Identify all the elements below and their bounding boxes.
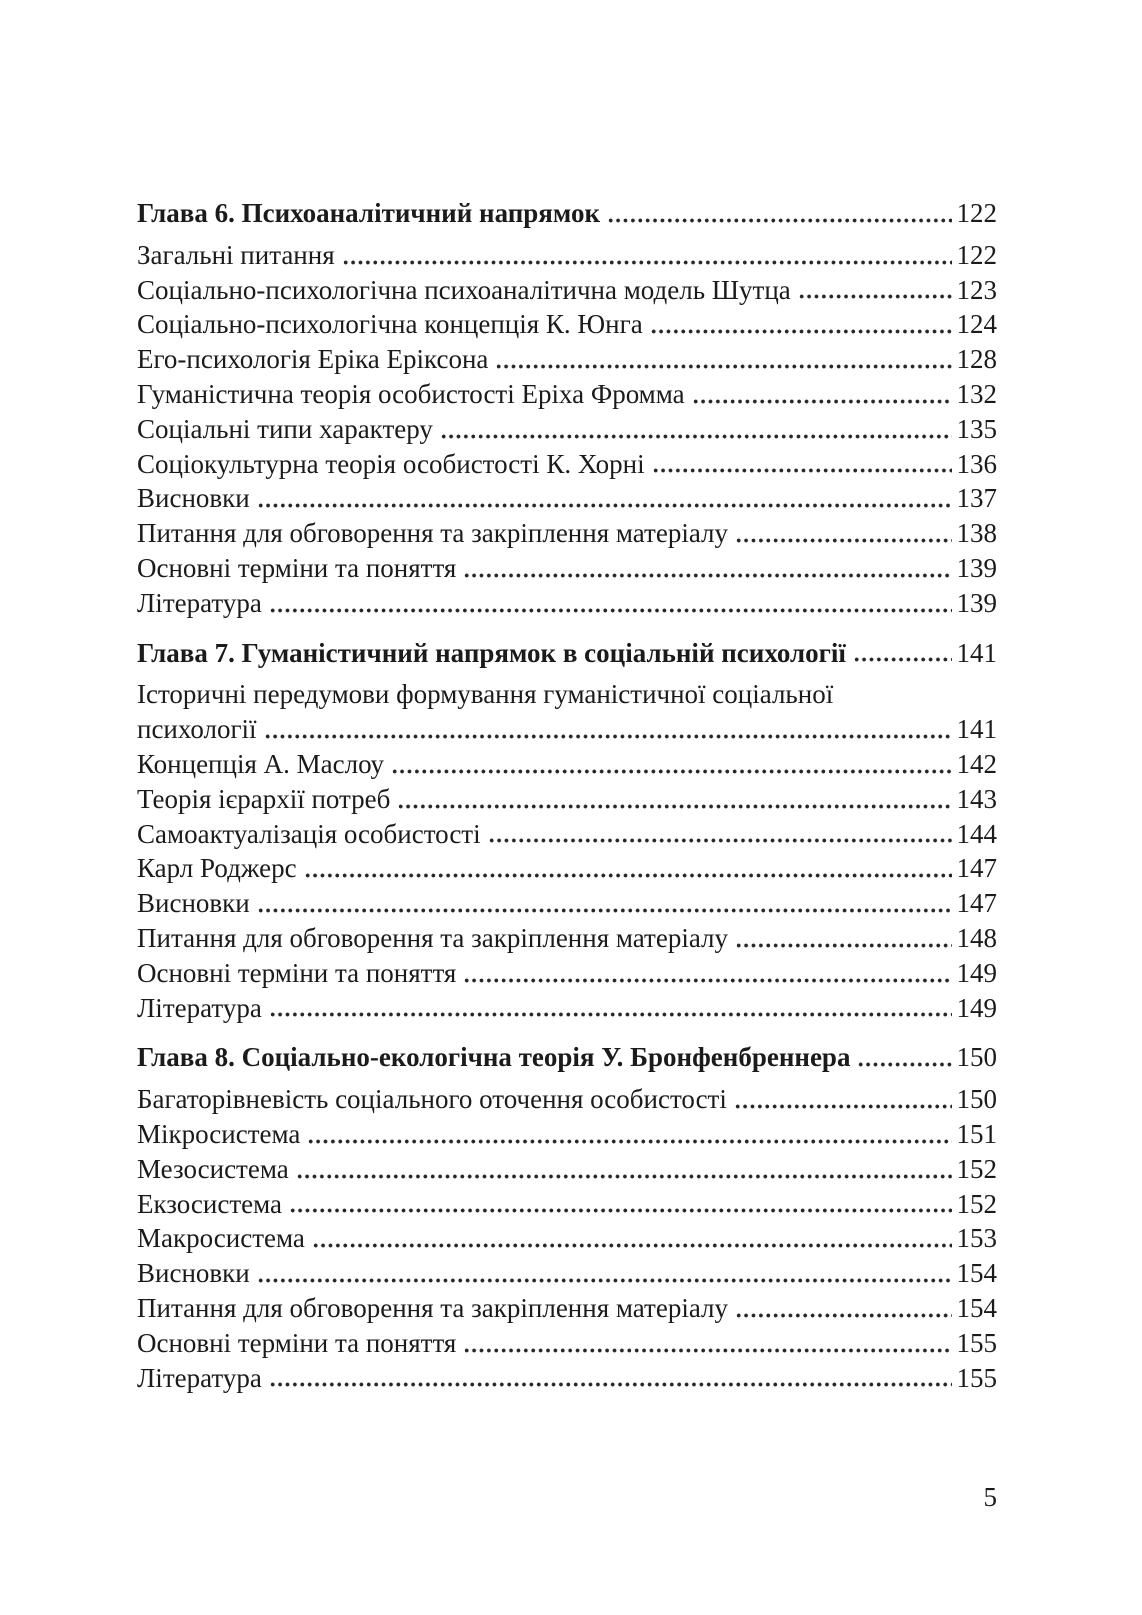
toc-page-number: 138: [956, 518, 997, 549]
toc-entry: [137, 991, 997, 1026]
dot-leader: [312, 1221, 952, 1256]
toc-entry: [137, 481, 997, 516]
toc-entry: [137, 586, 997, 621]
toc-entry: [137, 1221, 997, 1256]
toc-entry: [137, 1291, 997, 1326]
page-footer-number: 5: [983, 1482, 997, 1513]
toc-entry: [137, 1117, 997, 1152]
toc-entry-label: Загальні питання: [137, 239, 335, 270]
toc-page-number: 136: [956, 448, 997, 479]
toc-page-number: 144: [956, 818, 997, 849]
toc-entry-label: Соціальні типи характеру: [137, 413, 433, 444]
dot-leader: [853, 636, 952, 671]
toc-section-heading: [137, 196, 997, 231]
toc-entry-label: Соціально-психологічна психоаналітична модель Шутца: [137, 274, 791, 305]
toc-entry: [137, 412, 997, 447]
dot-leader: [692, 377, 952, 412]
toc-entry: [137, 1326, 997, 1361]
toc-page-number: 123: [956, 274, 997, 305]
toc-entry: [137, 447, 997, 482]
toc-entry-label: Соціально-психологічна концепція К. Юнга: [137, 309, 643, 340]
toc-entry: [137, 273, 997, 308]
dot-leader: [652, 447, 952, 482]
toc-heading-label: Глава 7. Гуманістичний напрямок в соціальній психології: [137, 637, 846, 668]
toc-page-number: 151: [956, 1118, 997, 1149]
toc-page-number: 137: [956, 483, 997, 514]
toc-section-heading: [137, 1040, 997, 1075]
toc-entry-label: Екзосистема: [137, 1188, 283, 1219]
toc-entry: [137, 342, 997, 377]
dot-leader: [463, 1326, 951, 1361]
toc-page-number: 128: [956, 344, 997, 375]
dot-leader: [488, 817, 952, 852]
dot-leader: [257, 481, 952, 516]
toc-page-number: 122: [956, 239, 997, 270]
dot-leader: [304, 851, 952, 886]
dot-leader: [307, 1117, 951, 1152]
dot-leader: [735, 1291, 951, 1326]
toc-entry-wrapped-line1: [137, 677, 997, 712]
toc-page-number: 153: [956, 1223, 997, 1254]
toc-entry-label: Теорія ієрархії потреб: [137, 783, 391, 814]
toc-entry: [137, 377, 997, 412]
toc-entry-label: Мікросистема: [137, 1118, 301, 1149]
dot-leader: [735, 516, 951, 551]
dot-leader: [269, 991, 952, 1026]
toc-page-number: 152: [956, 1153, 997, 1184]
toc-entry: [137, 747, 997, 782]
toc-entry-label: Гуманістична теорія особистості Еріха Фромма: [137, 378, 685, 409]
toc-entry: [137, 1082, 997, 1117]
toc-page-number: 139: [956, 552, 997, 583]
toc-entry-label: Література: [137, 587, 262, 618]
toc-page-number: 143: [956, 783, 997, 814]
toc-entry: [137, 1152, 997, 1187]
toc-entry: [137, 238, 997, 273]
dot-leader: [857, 1040, 951, 1075]
toc-entry: [137, 886, 997, 921]
toc-entry-label: Питання для обговорення та закріплення матеріалу: [137, 1292, 729, 1323]
toc-page-number: 147: [956, 888, 997, 919]
toc-page-number: 139: [956, 587, 997, 618]
dot-leader: [296, 1152, 952, 1187]
toc-entry-label: Література: [137, 1362, 262, 1393]
dot-leader: [463, 956, 951, 991]
dot-leader: [269, 1361, 952, 1396]
toc-entry-label: Концепція А. Маслоу: [137, 748, 385, 779]
toc-page-number: 141: [956, 637, 997, 668]
toc-page-number: 150: [956, 1084, 997, 1115]
toc-page-number: 147: [956, 853, 997, 884]
toc-entry-label: Історичні передумови формування гуманістичної соціальної: [137, 679, 834, 710]
dot-leader: [257, 1256, 952, 1291]
toc-page-number: 132: [956, 378, 997, 409]
toc-entry: [137, 551, 997, 586]
dot-leader: [257, 886, 952, 921]
toc-entry-label: Висновки: [137, 483, 250, 514]
toc-entry: [137, 921, 997, 956]
toc-page-number: 148: [956, 922, 997, 953]
toc-entry: [137, 782, 997, 817]
toc-section-heading: [137, 636, 997, 671]
dot-leader: [269, 586, 952, 621]
toc-page-number: 155: [956, 1362, 997, 1393]
dot-leader: [440, 412, 952, 447]
toc-entry-label: Основні терміни та поняття: [137, 552, 457, 583]
dot-leader: [650, 307, 952, 342]
toc-page-number: 152: [956, 1188, 997, 1219]
toc-entry: [137, 851, 997, 886]
dot-leader: [495, 342, 951, 377]
toc-entry-label: психології: [137, 714, 257, 745]
toc-entry-label: Висновки: [137, 1258, 250, 1289]
toc-entry: [137, 1361, 997, 1396]
toc-entry-label: Его-психологія Еріка Еріксона: [137, 344, 489, 375]
toc-entry-label: Література: [137, 992, 262, 1023]
toc-page-number: 149: [956, 957, 997, 988]
toc-entry-label: Питання для обговорення та закріплення матеріалу: [137, 518, 729, 549]
toc-page-number: 154: [956, 1292, 997, 1323]
toc-entry: [137, 1187, 997, 1222]
toc-entry-label: Багаторівневість соціального оточення особистості: [137, 1084, 727, 1115]
toc-entry-label: Мезосистема: [137, 1153, 289, 1184]
toc-heading-label: Глава 6. Психоаналітичний напрямок: [137, 198, 601, 228]
toc-page-number: 142: [956, 748, 997, 779]
toc-page-number: 149: [956, 992, 997, 1023]
toc-page-number: 124: [956, 309, 997, 340]
toc-page-number: 155: [956, 1327, 997, 1358]
toc-page-number: 135: [956, 413, 997, 444]
dot-leader: [264, 712, 952, 747]
dot-leader: [798, 273, 952, 308]
toc-entry: [137, 817, 997, 852]
toc-page-number: 122: [956, 198, 997, 228]
dot-leader: [391, 747, 951, 782]
toc-entry-label: Самоактуалізація особистості: [137, 818, 481, 849]
toc-entry-label: Висновки: [137, 888, 250, 919]
toc-entry: [137, 956, 997, 991]
toc-entry-label: Основні терміни та поняття: [137, 1327, 457, 1358]
toc-entry-label: Соціокультурна теорія особистості К. Хорні: [137, 448, 645, 479]
dot-leader: [734, 1082, 952, 1117]
dot-leader: [463, 551, 951, 586]
toc-entry-label: Карл Роджерс: [137, 853, 297, 884]
toc-entry: [137, 516, 997, 551]
dot-leader: [397, 782, 951, 817]
dot-leader: [735, 921, 951, 956]
toc-entry: [137, 307, 997, 342]
toc-entry-label: Основні терміни та поняття: [137, 957, 457, 988]
toc-entry: [137, 1256, 997, 1291]
dot-leader: [289, 1187, 951, 1222]
dot-leader: [342, 238, 952, 273]
toc-page-number: 154: [956, 1258, 997, 1289]
toc-heading-label: Глава 8. Соціально-екологічна теорія У. Бронфенбреннера: [137, 1042, 851, 1073]
toc-entry-label: Макросистема: [137, 1223, 305, 1254]
toc-page-number: 141: [956, 714, 997, 745]
toc-entry-label: Питання для обговорення та закріплення матеріалу: [137, 922, 729, 953]
toc-entry-wrapped-line2: [137, 712, 997, 747]
dot-leader: [607, 196, 951, 231]
toc-page-number: 150: [956, 1042, 997, 1073]
